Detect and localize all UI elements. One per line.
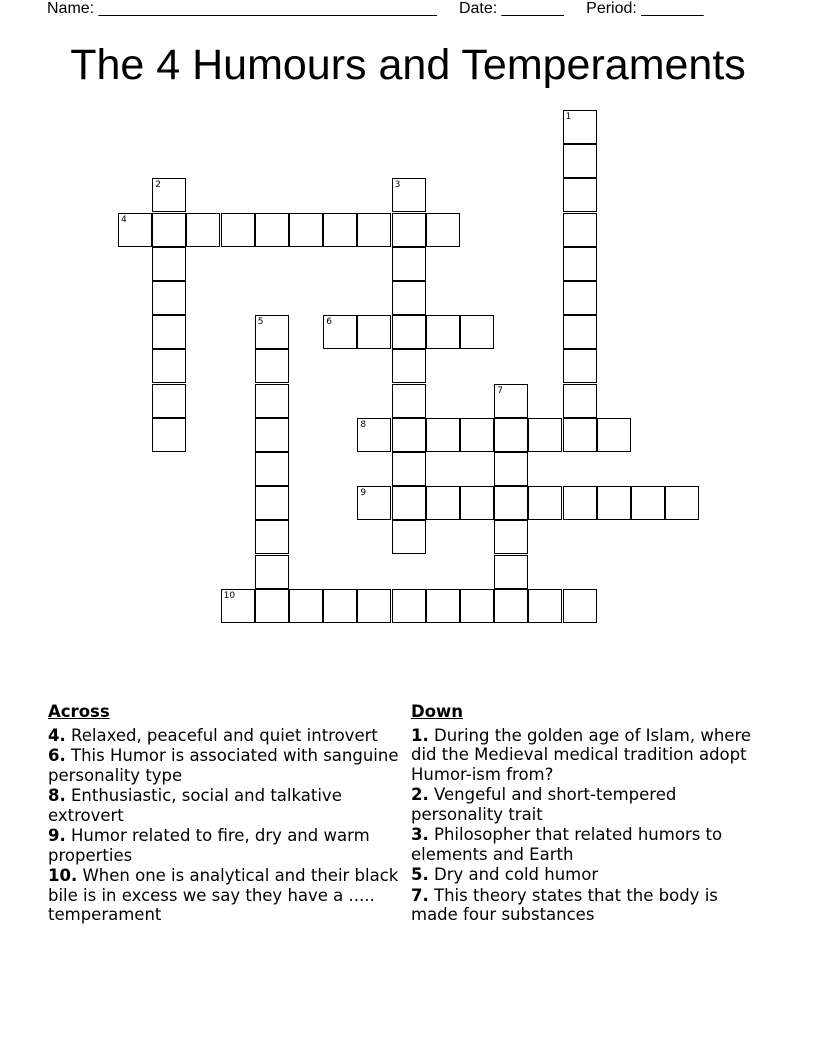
clue-text: Humor related to fire, dry and warm properties bbox=[48, 826, 370, 865]
crossword-cell[interactable] bbox=[221, 589, 255, 623]
across-clue bbox=[48, 866, 406, 925]
crossword-cell[interactable] bbox=[357, 486, 391, 520]
down-clues bbox=[411, 702, 761, 926]
clue-text: Vengeful and short-tempered personality trait bbox=[411, 785, 677, 824]
crossword-cell[interactable] bbox=[152, 247, 186, 281]
crossword-cell[interactable] bbox=[597, 418, 631, 452]
clue-text: Relaxed, peaceful and quiet introvert bbox=[65, 725, 378, 745]
cell-number: 2 bbox=[155, 180, 161, 191]
crossword-cell[interactable] bbox=[392, 315, 426, 349]
crossword-cell[interactable] bbox=[631, 486, 665, 520]
down-clue bbox=[411, 825, 761, 864]
crossword-cell[interactable] bbox=[255, 452, 289, 486]
crossword-cell[interactable] bbox=[494, 555, 528, 589]
crossword-cell[interactable] bbox=[152, 384, 186, 418]
clue-text: During the golden age of Islam, where did the Medieval medical tradition adopt Humor-ism from? bbox=[411, 725, 752, 784]
crossword-cell[interactable] bbox=[426, 213, 460, 247]
crossword-cell[interactable] bbox=[357, 589, 391, 623]
crossword-cell[interactable] bbox=[563, 589, 597, 623]
clue-number: 5. bbox=[411, 865, 429, 884]
crossword-cell[interactable] bbox=[255, 384, 289, 418]
crossword-cell[interactable] bbox=[563, 144, 597, 178]
clue-number: 10. bbox=[48, 866, 78, 885]
crossword-cell[interactable] bbox=[494, 520, 528, 554]
crossword-cell[interactable] bbox=[528, 486, 562, 520]
clue-text: When one is analytical and their black bile is in excess we say they have a ..... temperament bbox=[48, 866, 399, 924]
cell-number: 6 bbox=[326, 317, 332, 328]
crossword-cell[interactable] bbox=[255, 315, 289, 349]
crossword-cell[interactable] bbox=[392, 452, 426, 486]
clue-text: Dry and cold humor bbox=[428, 865, 599, 884]
crossword-cell[interactable] bbox=[392, 349, 426, 383]
crossword-cell[interactable] bbox=[221, 213, 255, 247]
clue-text: Enthusiastic, social and talkative extrovert bbox=[48, 786, 342, 825]
crossword-cell[interactable] bbox=[563, 349, 597, 383]
crossword-cell[interactable] bbox=[563, 110, 597, 144]
crossword-cell[interactable] bbox=[152, 178, 186, 212]
cell-number: 10 bbox=[223, 590, 236, 601]
crossword-cell[interactable] bbox=[357, 213, 391, 247]
crossword-cell[interactable] bbox=[597, 486, 631, 520]
crossword-cell[interactable] bbox=[392, 418, 426, 452]
crossword-cell[interactable] bbox=[255, 589, 289, 623]
down-clue bbox=[411, 886, 761, 925]
down-clue bbox=[411, 865, 761, 885]
crossword-cell[interactable] bbox=[255, 213, 289, 247]
crossword-cell[interactable] bbox=[323, 315, 357, 349]
clue-number: 2. bbox=[411, 785, 429, 804]
crossword-cell[interactable] bbox=[563, 384, 597, 418]
clue-number: 6. bbox=[48, 746, 66, 765]
clue-text: This theory states that the body is made four substances bbox=[411, 885, 718, 924]
crossword-cell[interactable] bbox=[563, 315, 597, 349]
crossword-cell[interactable] bbox=[426, 418, 460, 452]
across-clue bbox=[48, 826, 406, 865]
clue-number: 3. bbox=[411, 825, 429, 844]
crossword-cell[interactable] bbox=[357, 418, 391, 452]
down-clue bbox=[411, 785, 761, 824]
crossword-cell[interactable] bbox=[460, 315, 494, 349]
page-title: The 4 Humours and Temperaments bbox=[70, 41, 746, 89]
crossword-cell[interactable] bbox=[255, 349, 289, 383]
cell-number: 1 bbox=[565, 112, 572, 122]
crossword-cell[interactable] bbox=[460, 418, 494, 452]
crossword-cell[interactable] bbox=[494, 452, 528, 486]
crossword-cell[interactable] bbox=[289, 213, 323, 247]
crossword-cell[interactable] bbox=[392, 486, 426, 520]
crossword-cell[interactable] bbox=[152, 315, 186, 349]
crossword-cell[interactable] bbox=[563, 418, 597, 452]
clue-number: 1. bbox=[411, 725, 429, 745]
clue-number: 4. bbox=[48, 725, 66, 745]
crossword-cell[interactable] bbox=[255, 486, 289, 520]
crossword-cell[interactable] bbox=[152, 349, 186, 383]
clue-number: 8. bbox=[48, 786, 66, 805]
crossword-cell[interactable] bbox=[494, 418, 528, 452]
crossword-cell[interactable] bbox=[563, 213, 597, 247]
cell-number: 8 bbox=[360, 419, 367, 430]
crossword-cell[interactable] bbox=[494, 486, 528, 520]
crossword-cell[interactable] bbox=[460, 486, 494, 520]
cell-number: 5 bbox=[257, 317, 264, 328]
across-clues bbox=[48, 702, 406, 926]
crossword-cell[interactable] bbox=[494, 589, 528, 623]
crossword-cell[interactable] bbox=[392, 384, 426, 418]
crossword-cell[interactable] bbox=[152, 213, 186, 247]
down-heading: Down bbox=[411, 702, 464, 721]
crossword-cell[interactable] bbox=[426, 315, 460, 349]
crossword-cell[interactable] bbox=[392, 520, 426, 554]
cell-number: 3 bbox=[394, 180, 401, 191]
crossword-cell[interactable] bbox=[563, 486, 597, 520]
crossword-cell[interactable] bbox=[528, 418, 562, 452]
name-date-period-line: Name: ______________________________________ Date: _______ Period: _______ bbox=[47, 0, 704, 17]
crossword-cell[interactable] bbox=[426, 589, 460, 623]
down-clue-list bbox=[411, 726, 761, 925]
crossword-cell[interactable] bbox=[392, 178, 426, 212]
across-clue bbox=[48, 746, 406, 785]
crossword-cell[interactable] bbox=[392, 247, 426, 281]
crossword-cell[interactable] bbox=[152, 281, 186, 315]
crossword-cell[interactable] bbox=[665, 486, 699, 520]
crossword-cell[interactable] bbox=[563, 281, 597, 315]
crossword-cell[interactable] bbox=[563, 178, 597, 212]
crossword-cell[interactable] bbox=[460, 589, 494, 623]
crossword-cell[interactable] bbox=[494, 384, 528, 418]
crossword-cell[interactable] bbox=[563, 247, 597, 281]
crossword-cell[interactable] bbox=[528, 589, 562, 623]
crossword-cell[interactable] bbox=[152, 418, 186, 452]
across-clue bbox=[48, 786, 406, 825]
clue-number: 7. bbox=[411, 885, 429, 905]
cell-number: 7 bbox=[497, 385, 503, 396]
crossword-cell[interactable] bbox=[323, 213, 357, 247]
crossword-cell[interactable] bbox=[392, 281, 426, 315]
crossword-cell[interactable] bbox=[323, 589, 357, 623]
crossword-cell[interactable] bbox=[186, 213, 220, 247]
crossword-cell[interactable] bbox=[426, 486, 460, 520]
crossword-cell[interactable] bbox=[357, 315, 391, 349]
crossword-cell[interactable] bbox=[392, 213, 426, 247]
across-clue bbox=[48, 726, 406, 746]
cell-number: 9 bbox=[360, 488, 367, 499]
crossword-cell[interactable] bbox=[255, 555, 289, 589]
crossword-cell[interactable] bbox=[118, 213, 152, 247]
crossword-cell[interactable] bbox=[392, 589, 426, 623]
crossword-cell[interactable] bbox=[289, 589, 323, 623]
clue-number: 9. bbox=[48, 826, 66, 845]
crossword-cell[interactable] bbox=[255, 418, 289, 452]
crossword-cell[interactable] bbox=[255, 520, 289, 554]
clue-text: Philosopher that related humors to elements and Earth bbox=[411, 825, 723, 864]
clue-text: This Humor is associated with sanguine personality type bbox=[48, 746, 399, 785]
down-clue bbox=[411, 726, 761, 785]
across-clue-list bbox=[48, 726, 406, 925]
across-heading: Across bbox=[48, 702, 110, 721]
cell-number: 4 bbox=[121, 214, 127, 225]
